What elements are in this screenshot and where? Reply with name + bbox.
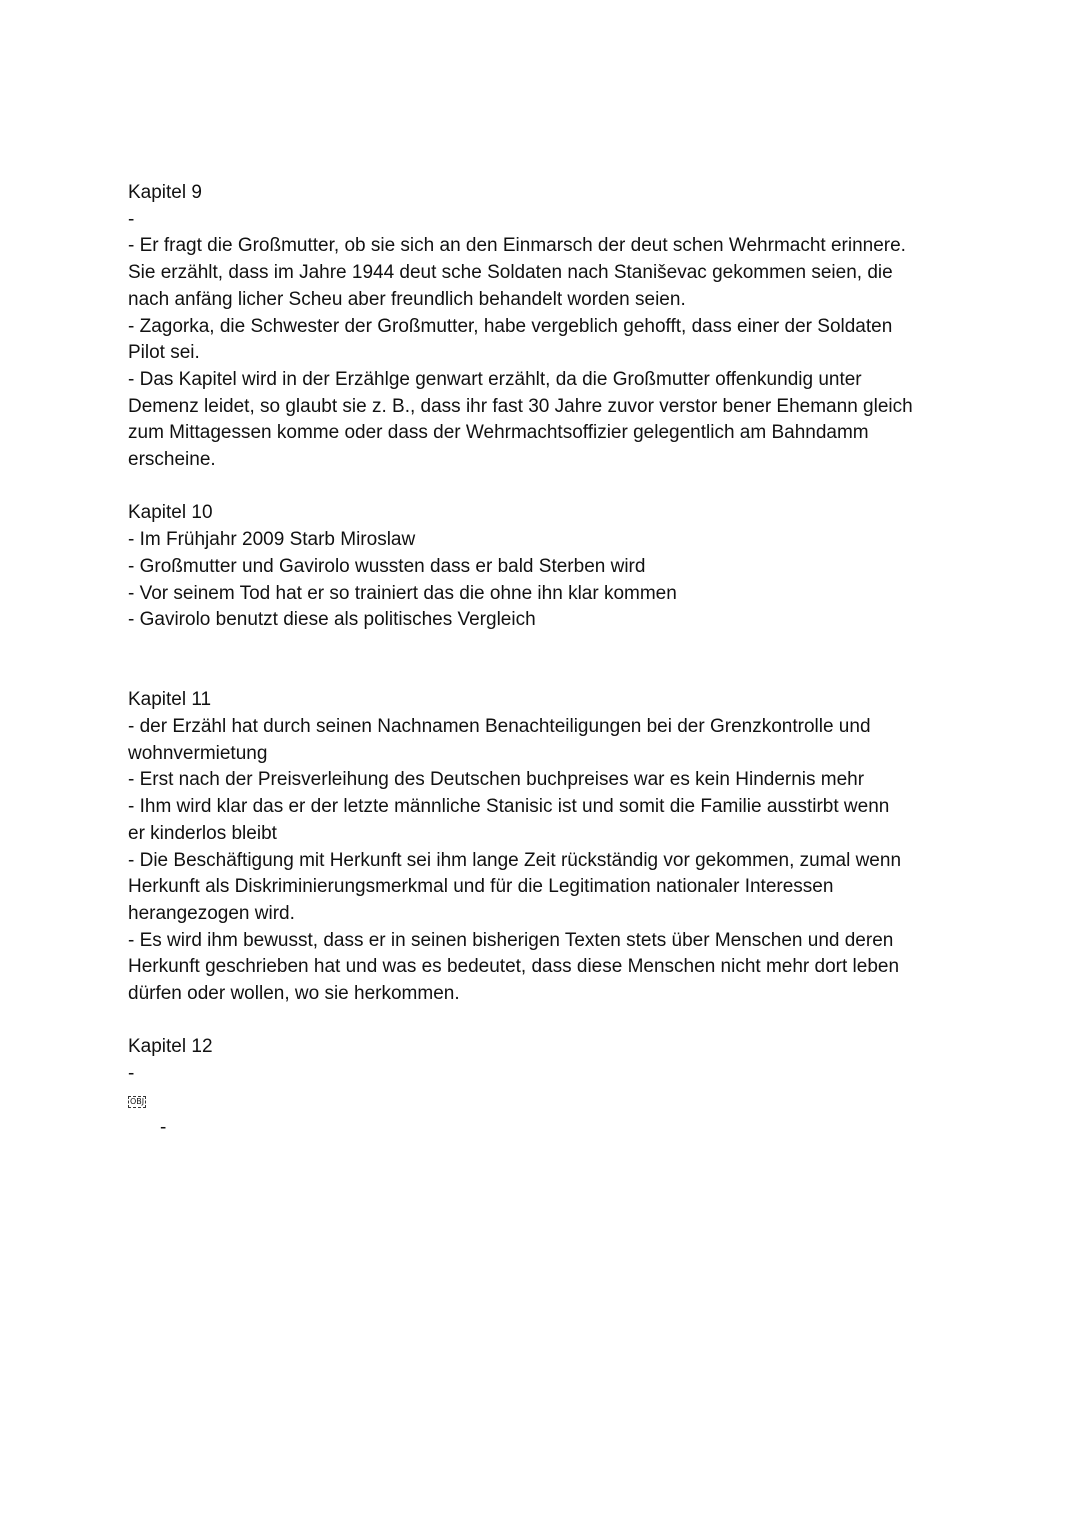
text-line: wohnvermietung	[128, 742, 268, 764]
text-line: - Ihm wird klar das er der letzte männliche Stanisic ist und somit die Familie ausstirbt wenn	[128, 796, 890, 818]
text-line: - Vor seinem Tod hat er so trainiert das die ohne ihn klar kommen	[128, 582, 677, 604]
text-line: nach anfäng licher Scheu aber freundlich behandelt worden seien.	[128, 288, 686, 310]
text-line: herangezogen wird.	[128, 902, 295, 924]
spacer	[128, 474, 968, 501]
embedded-object-row	[128, 1088, 968, 1115]
embedded-object-icon[interactable]: OBJ	[130, 1096, 145, 1106]
text-line: - der Erzähl hat durch seinen Nachnamen Benachteiligungen bei der Grenzkontrolle und	[128, 716, 871, 738]
text-line: - Großmutter und Gavirolo wussten dass er bald Sterben wird	[128, 555, 646, 577]
text-line: Herkunft als Diskriminierungsmerkmal und für die Legitimation nationaler Interessen	[128, 876, 834, 898]
text-line: zum Mittagessen komme oder dass der Wehrmachtsoffizier gelegentlich am Bahndamm	[128, 422, 869, 444]
text-line: dürfen oder wollen, wo sie herkommen.	[128, 983, 460, 1005]
text-line: Demenz leidet, so glaubt sie z. B., dass ihr fast 30 Jahre zuvor verstor bener Ehemann gleich	[128, 395, 913, 417]
text-line: - Die Beschäftigung mit Herkunft sei ihm lange Zeit rückständig vor gekommen, zumal wenn	[128, 849, 902, 871]
text-line: - Erst nach der Preisverleihung des Deutschen buchpreises war es kein Hindernis mehr	[128, 769, 865, 791]
text-line: er kinderlos bleibt	[128, 822, 277, 844]
text-line: -	[128, 208, 135, 230]
text-line: - Im Frühjahr 2009 Starb Miroslaw	[128, 529, 416, 551]
chapter-heading: Kapitel 11	[128, 689, 212, 711]
text-line: Pilot sei.	[128, 342, 200, 364]
text-line: - Es wird ihm bewusst, dass er in seinen bisherigen Texten stets über Menschen und deren	[128, 929, 894, 951]
text-line: Sie erzählt, dass im Jahre 1944 deut sche Soldaten nach Staniševac gekommen seien, die	[128, 262, 893, 284]
spacer	[128, 1008, 968, 1035]
text-line: -	[128, 1063, 135, 1085]
text-line: -	[160, 1116, 167, 1138]
text-line: Herkunft geschrieben hat und was es bedeutet, dass diese Menschen nicht mehr dort leben	[128, 956, 900, 978]
document-body	[128, 180, 968, 1141]
chapter-heading: Kapitel 12	[128, 1036, 213, 1058]
chapter-heading: Kapitel 9	[128, 182, 202, 203]
text-line: - Zagorka, die Schwester der Großmutter, habe vergeblich gehofft, dass einer der Soldaten	[128, 315, 893, 337]
text-line: - Gavirolo benutzt diese als politisches Vergleich	[128, 609, 536, 631]
text-line: - Das Kapitel wird in der Erzählge genwart erzählt, da die Großmutter offenkundig unter	[128, 368, 862, 390]
spacer	[128, 634, 968, 687]
text-line: - Er fragt die Großmutter, ob sie sich an den Einmarsch der deut schen Wehrmacht erinnere.	[128, 235, 906, 257]
text-line: erscheine.	[128, 449, 216, 471]
chapter-heading: Kapitel 10	[128, 502, 213, 524]
